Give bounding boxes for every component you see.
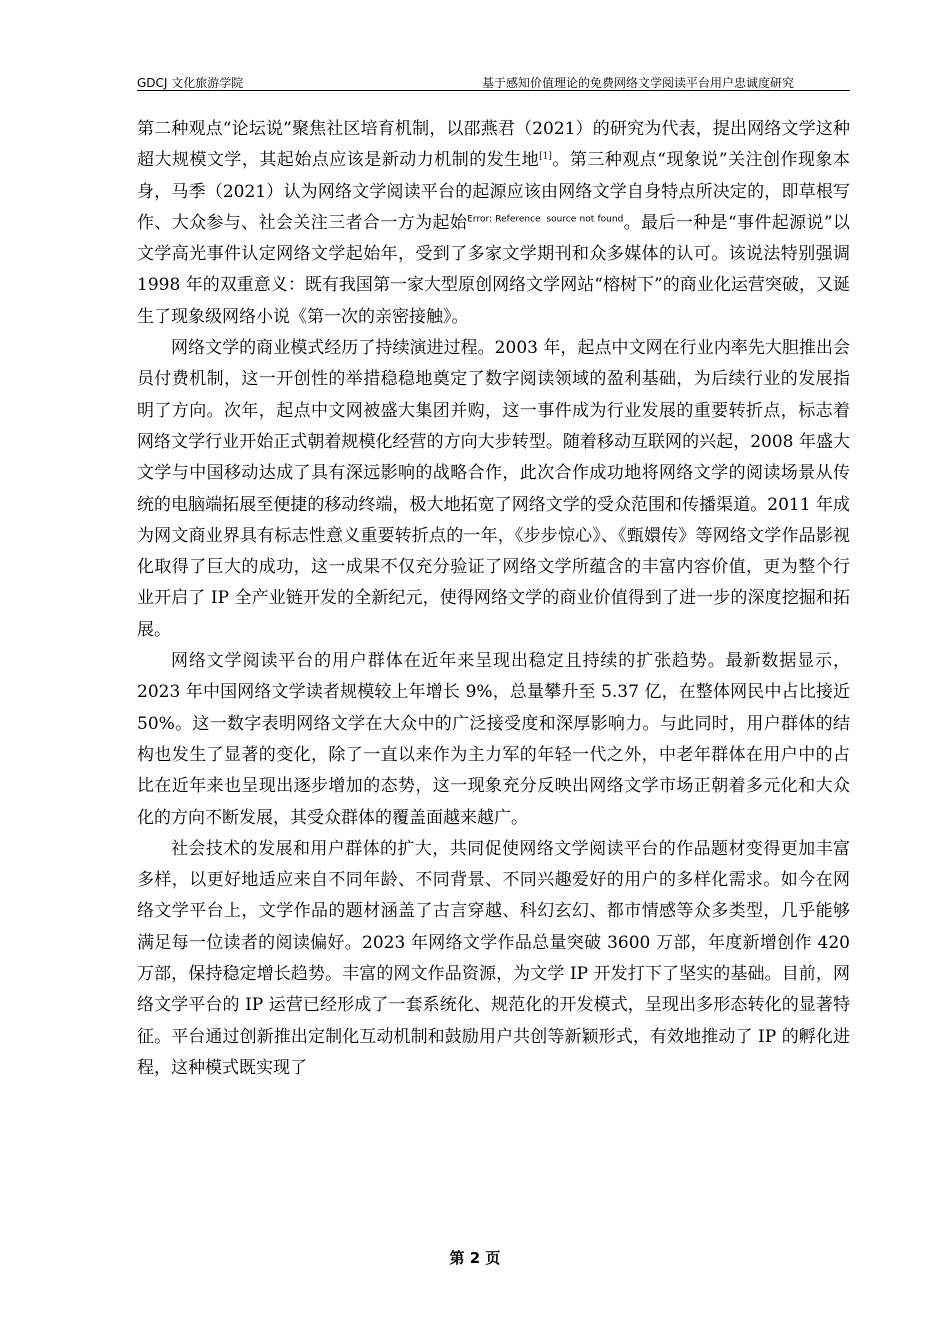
header-institution: GDCJ 文化旅游学院: [137, 76, 244, 90]
paragraph-1-text-a: 第二种观点“论坛说”聚焦社区培育机制，以邵燕君（2021）的研究为代表，提出网络文学这种超大规模文学，其起始点应该是新动力机制的发生地: [137, 119, 850, 171]
page-body: [137, 114, 850, 1084]
header-paper-title: 基于感知价值理论的免费网络文学阅读平台用户忠诚度研究: [481, 76, 794, 90]
paragraph-4: 社会技术的发展和用户群体的扩大，共同促使网络文学阅读平台的作品题材变得更加丰富多样，以更好地适应来自不同年龄、不同背景、不同兴趣爱好的用户的多样化需求。如今在网络文学平台上，文学作品的题材涵盖了古言穿越、科幻玄幻、都市情感等众多类型，几乎能够满足每一位读者的阅读偏好。2023 年网络文学作品总量突破 3600 万部，年度新增创作 420 万部，保持稳定增长趋势。丰富的网文作品资源，为文学 IP 开发打下了坚实的基础。目前，网络文学平台的 IP 运营已经形成了一套系统化、规范化的开发模式，呈现出多形态转化的显著特征。平台通过创新推出定制化互动机制和鼓励用户共创等新颖形式，有效地推动了 IP 的孵化进程，这种模式既实现了: [137, 838, 850, 1078]
paragraph-2: 网络文学的商业模式经历了持续演进过程。2003 年，起点中文网在行业内率先大胆推出会员付费机制，这一开创性的举措稳稳地奠定了数字阅读领域的盈利基础，为后续行业的发展指明了方向。次年，起点中文网被盛大集团并购，这一事件成为行业发展的重要转折点，标志着网络文学行业开始正式朝着规模化经营的方向大步转型。随着移动互联网的兴起，2008 年盛大文学与中国移动达成了具有深远影响的战略合作，此次合作成功地将网络文学的阅读场景从传统的电脑端拓展至便捷的移动终端，极大地拓宽了网络文学的受众范围和传播渠道。2011 年成为网文商业界具有标志性意义重要转折点的一年，《步步惊心》、《甄嬛传》等网络文学作品影视化取得了巨大的成功，这一成果不仅充分验证了网络文学所蕴含的丰富内容价值，更为整个行业开启了 IP 全产业链开发的全新纪元，使得网络文学的商业价值得到了进一步的深度挖掘和拓展。: [137, 338, 850, 640]
page-number: 第 2 页: [449, 1249, 501, 1267]
page-header: [137, 72, 850, 91]
citation-ref: [1]: [539, 151, 552, 162]
paragraph-3: 网络文学阅读平台的用户群体在近年来呈现出稳定且持续的扩张趋势。最新数据显示，2023 年中国网络文学读者规模较上年增长 9%，总量攀升至 5.37 亿，在整体网民中占比接近 50%。这一数字表明网络文学在大众中的广泛接受度和深厚影响力。与此同时，用户群体的结构也发生了显著的变化，除了一直以来作为主力军的年轻一代之外，中老年群体在用户中的占比在近年来也呈现出逐步增加的态势，这一现象充分反映出网络文学市场正朝着多元化和大众化的方向不断发展，其受众群体的覆盖面越来越广。: [137, 651, 850, 828]
paragraph-1-text-c: 。最后一种是“事件起源说”以文学高光事件认定网络文学起始年，受到了多家文学期刊和众多媒体的认可。该说法特别强调 1998 年的双重意义：既有我国第一家大型原创网络文学网站“榕树下”的商业化运营突破，又诞生了现象级网络小说《第一次的亲密接触》。: [137, 212, 850, 327]
reference-error-part-1: Error: Reference: [467, 214, 541, 225]
reference-error-part-2: source not found: [546, 214, 624, 225]
paragraph-1-text-b: 。第三种观点“现象说”关注创作现象本身，马季（2021）认为网络文学阅读平台的起源应该由网络文学自身特点所决定的，即草根写作、大众参与、社会关注三者合一方为起始: [137, 150, 850, 233]
paragraph-1: [137, 114, 850, 333]
